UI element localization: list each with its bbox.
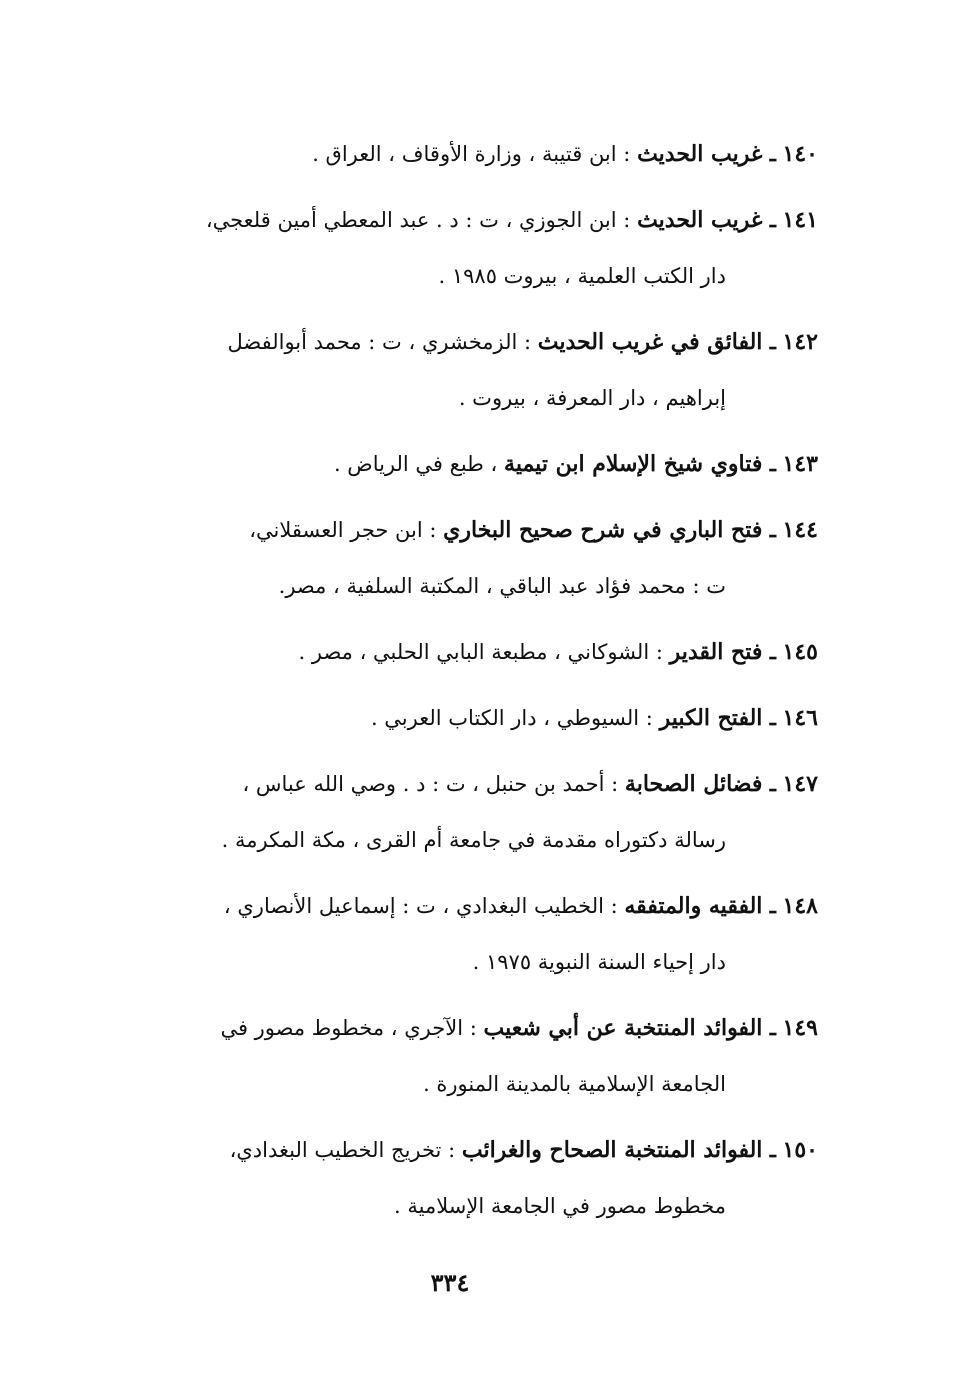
entry-number: ١٥٠ — [782, 1137, 818, 1163]
entry-details: : أحمد بن حنبل ، ت : د . وصي الله عباس ، — [242, 772, 619, 796]
entry-number: ١٤٩ — [782, 1015, 818, 1041]
entry-continuation: دار الكتب العلمية ، بيروت ١٩٨٥ . — [438, 264, 726, 288]
entry-details: ، طبع في الرياض . — [333, 452, 498, 476]
entry-details: : الزمخشري ، ت : محمد أبوالفضل — [227, 330, 532, 354]
entry-number: ١٤٠ — [782, 141, 818, 167]
entry-continuation: ت : محمد فؤاد عبد الباقي ، المكتبة السلفية ، مصر. — [278, 574, 726, 598]
entry-details: : الخطيب البغدادي ، ت : إسماعيل الأنصاري ، — [223, 894, 618, 918]
entry-title: فتاوي شيخ الإسلام ابن تيمية — [504, 451, 763, 477]
entry-continuation: رسالة دكتوراه مقدمة في جامعة أم القرى ، مكة المكرمة . — [221, 828, 726, 852]
entry-details: : ابن حجر العسقلاني، — [249, 518, 437, 542]
bibliography-entry: ١٤٥ ـ فتح القدير : الشوكاني ، مطبعة البابي الحلبي ، مصر . — [298, 639, 818, 665]
bibliography-entry: ١٤١ ـ غريب الحديث : ابن الجوزي ، ت : د . عبد المعطي أمين قلعجي، دار الكتب العلمية ، بيروت ١٩٨٥ . — [133, 192, 818, 304]
entry-continuation: إبراهيم ، دار المعرفة ، بيروت . — [458, 386, 726, 410]
entry-details: : الآجري ، مخطوط مصور في — [220, 1016, 477, 1040]
bibliography-entry: ١٤٩ ـ الفوائد المنتخبة عن أبي شعيب : الآجري ، مخطوط مصور في الجامعة الإسلامية بالمدينة المنورة . — [133, 1000, 818, 1112]
entry-number: ١٤١ — [782, 207, 818, 233]
entry-number: ١٤٦ — [782, 705, 818, 731]
entry-title: فضائل الصحابة — [624, 771, 763, 797]
bibliography-entry: ١٤٦ ـ الفتح الكبير : السيوطي ، دار الكتاب العربي . — [370, 705, 818, 731]
entry-title: الفوائد المنتخبة الصحاح والغرائب — [461, 1137, 763, 1163]
bibliography-entry: ١٤٧ ـ فضائل الصحابة : أحمد بن حنبل ، ت : د . وصي الله عباس ، رسالة دكتوراه مقدمة في جامعة أم القرى ، مكة المكرمة . — [133, 756, 818, 868]
entry-title: غريب الحديث — [637, 207, 763, 233]
entry-title: فتح الباري في شرح صحيح البخاري — [443, 517, 763, 543]
bibliography-entry: ١٤٢ ـ الفائق في غريب الحديث : الزمخشري ، ت : محمد أبوالفضل إبراهيم ، دار المعرفة ، بيروت . — [133, 314, 818, 426]
bibliography-entry: ١٤٨ ـ الفقيه والمتفقه : الخطيب البغدادي ، ت : إسماعيل الأنصاري ، دار إحياء السنة النبوية ١٩٧٥ . — [133, 878, 818, 990]
entry-title: الفوائد المنتخبة عن أبي شعيب — [483, 1015, 763, 1041]
entry-number: ١٤٢ — [782, 329, 818, 355]
bibliography-entry: ١٤٣ ـ فتاوي شيخ الإسلام ابن تيمية ، طبع في الرياض . — [333, 451, 818, 477]
entry-title: الفائق في غريب الحديث — [537, 329, 763, 355]
entry-number: ١٤٧ — [782, 771, 818, 797]
entry-title: غريب الحديث — [637, 141, 763, 167]
entry-number: ١٤٤ — [782, 517, 818, 543]
entry-details: : تخريج الخطيب البغدادي، — [229, 1138, 456, 1162]
entry-number: ١٤٣ — [782, 451, 818, 477]
entry-title: الفتح الكبير — [659, 705, 763, 731]
entry-continuation: مخطوط مصور في الجامعة الإسلامية . — [394, 1194, 726, 1218]
page-number: ٣٣٤ — [430, 1268, 470, 1297]
entry-title: الفقيه والمتفقه — [624, 893, 763, 919]
entry-continuation: دار إحياء السنة النبوية ١٩٧٥ . — [472, 950, 726, 974]
entry-details: : ابن قتيبة ، وزارة الأوقاف ، العراق . — [312, 142, 631, 166]
entry-details: : السيوطي ، دار الكتاب العربي . — [370, 706, 653, 730]
bibliography-entry: ١٤٠ ـ غريب الحديث : ابن قتيبة ، وزارة الأوقاف ، العراق . — [312, 141, 818, 167]
entry-number: ١٤٨ — [782, 893, 818, 919]
entry-details: : ابن الجوزي ، ت : د . عبد المعطي أمين قلعجي، — [205, 208, 631, 232]
entry-details: : الشوكاني ، مطبعة البابي الحلبي ، مصر . — [298, 640, 663, 664]
entry-title: فتح القدير — [669, 639, 763, 665]
bibliography-entry: ١٤٤ ـ فتح الباري في شرح صحيح البخاري : ابن حجر العسقلاني، ت : محمد فؤاد عبد الباقي ، المكتبة السلفية ، مصر. — [133, 502, 818, 614]
bibliography-list — [133, 126, 818, 1244]
bibliography-entry: ١٥٠ ـ الفوائد المنتخبة الصحاح والغرائب : تخريج الخطيب البغدادي، مخطوط مصور في الجامعة الإسلامية . — [133, 1122, 818, 1234]
entry-continuation: الجامعة الإسلامية بالمدينة المنورة . — [423, 1072, 726, 1096]
entry-number: ١٤٥ — [782, 639, 818, 665]
